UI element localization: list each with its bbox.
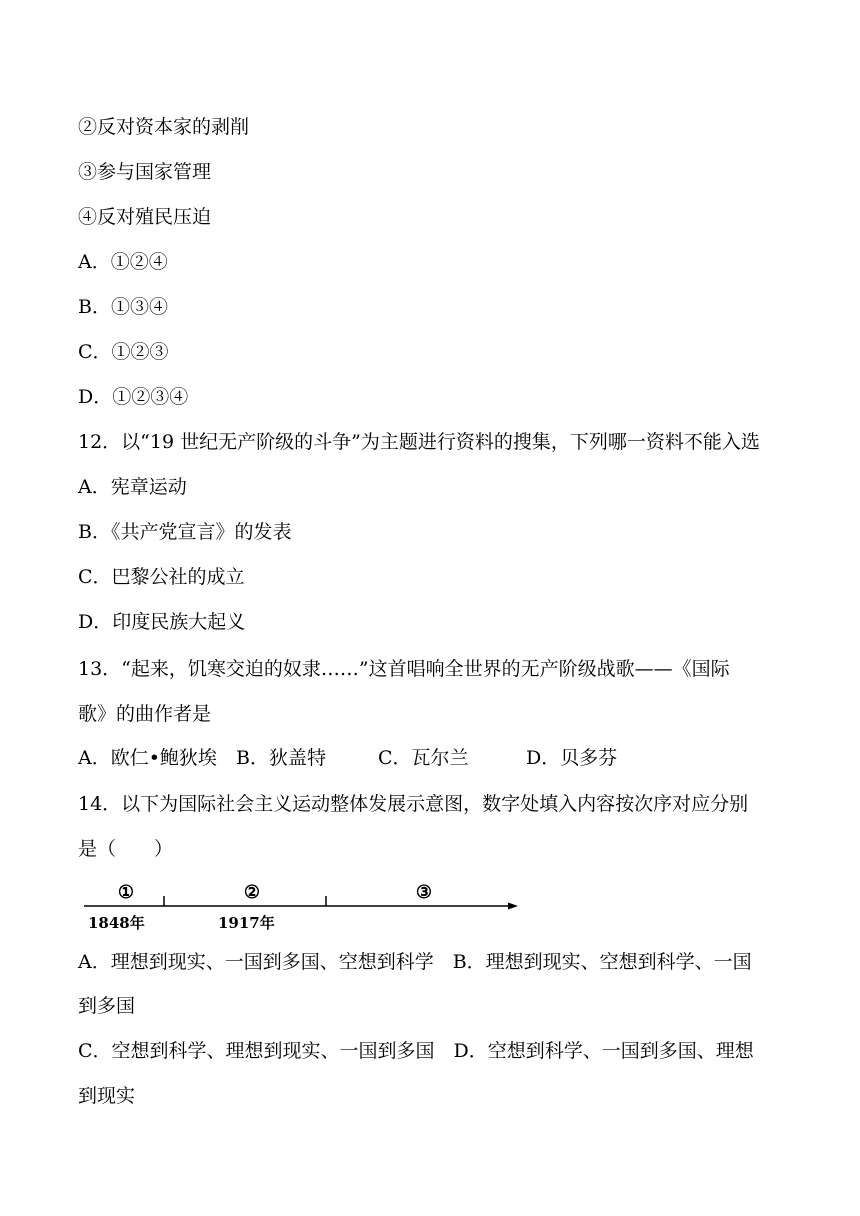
q11-item-3: ③参与国家管理 <box>78 161 212 183</box>
q14-options-line4: 到现实 <box>78 1085 136 1107</box>
q12-option-a: A．宪章运动 <box>78 476 187 498</box>
q13-stem-line1: 13．“起来，饥寒交迫的奴隶……”这首唱响全世界的无产阶级战歌——《国际 <box>78 658 730 680</box>
timeline-mark-2: ② <box>243 882 261 903</box>
q13-options <box>78 746 617 770</box>
timeline-arrow-icon <box>508 903 518 910</box>
q13-stem-line2: 歌》的曲作者是 <box>78 703 212 725</box>
q14-stem-line2: 是（ ） <box>78 838 174 860</box>
q14-options-line1: A．理想到现实、一国到多国、空想到科学 B．理想到现实、空想到科学、一国 <box>78 951 752 973</box>
q12-option-d: D．印度民族大起义 <box>78 611 246 633</box>
q11-option-c: C．①②③ <box>78 341 169 363</box>
q11-option-d: D．①②③④ <box>78 386 189 408</box>
timeline-diagram <box>82 876 522 936</box>
q14-stem-line1: 14．以下为国际社会主义运动整体发展示意图，数字处填入内容按次序对应分别 <box>78 793 749 815</box>
timeline-year-1848: 1848年 <box>88 914 145 932</box>
q11-option-a: A．①②④ <box>78 251 168 273</box>
q14-options-line2: 到多国 <box>78 995 136 1017</box>
q11-item-4: ④反对殖民压迫 <box>78 206 212 228</box>
q13-option-b: B．狄盖特 <box>236 747 326 769</box>
timeline-year-1917: 1917年 <box>218 914 275 932</box>
q13-option-d: D．贝多芬 <box>526 747 618 769</box>
q11-option-b: B．①③④ <box>78 296 168 318</box>
q12-option-b: B．《共产党宣言》的发表 <box>78 521 292 543</box>
timeline-mark-3: ③ <box>415 882 433 903</box>
timeline-mark-1: ① <box>117 882 135 903</box>
q12-stem: 12．以“19 世纪无产阶级的斗争”为主题进行资料的搜集，下列哪一资料不能入选 <box>78 431 760 453</box>
q12-option-c: C．巴黎公社的成立 <box>78 566 245 588</box>
q13-option-c: C．瓦尔兰 <box>378 747 469 769</box>
q14-options-line3: C．空想到科学、理想到现实、一国到多国 D．空想到科学、一国到多国、理想 <box>78 1040 754 1062</box>
q11-item-2: ②反对资本家的剥削 <box>78 116 250 138</box>
q13-option-a: A．欧仁•鲍狄埃 <box>78 747 217 769</box>
